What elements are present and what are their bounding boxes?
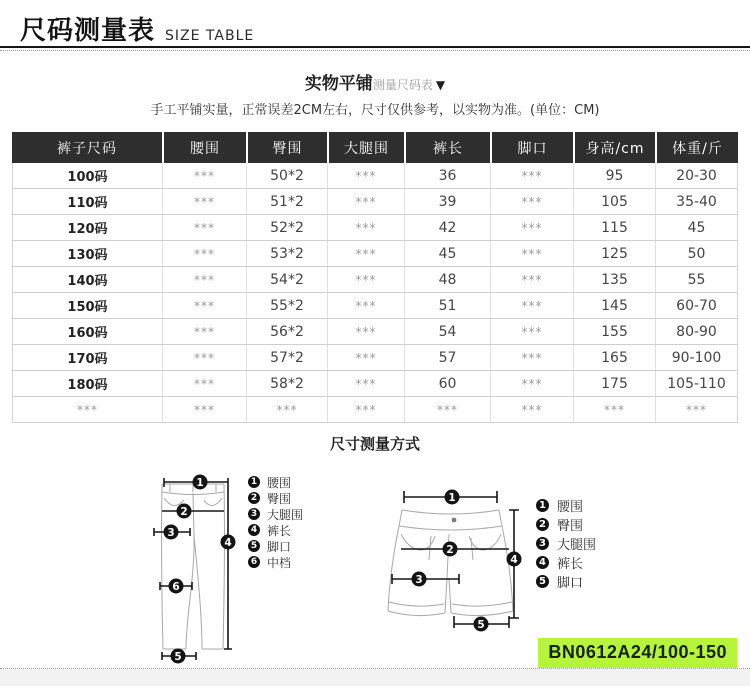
pants-legend xyxy=(248,474,303,570)
size-label-cell: 170码 xyxy=(12,345,162,371)
value-cell: 45 xyxy=(655,215,738,241)
subtitle-main: 实物平铺 xyxy=(304,74,373,94)
legend-number-icon: 5 xyxy=(536,575,549,588)
legend-label: 脚口 xyxy=(267,539,292,554)
legend-number-icon: 4 xyxy=(248,524,260,536)
value-cell: *** xyxy=(490,163,573,189)
shorts-marker-3: 3 xyxy=(415,574,423,586)
legend-number-icon: 5 xyxy=(248,540,260,552)
table-row xyxy=(12,163,738,189)
value-cell: 57*2 xyxy=(246,345,327,371)
header-dotted-rule xyxy=(0,50,750,51)
value-cell: 55*2 xyxy=(246,293,327,319)
pants-marker-6: 6 xyxy=(172,581,180,593)
table-row xyxy=(12,397,738,423)
pants-outline xyxy=(162,484,225,649)
legend-label: 大腿围 xyxy=(267,507,304,522)
value-cell: 35-40 xyxy=(655,189,738,215)
value-cell: 45 xyxy=(404,241,490,267)
subtitle-secondary: 测量尺码表 xyxy=(372,78,433,92)
size-label-cell: 120码 xyxy=(12,215,162,241)
value-cell: 20-30 xyxy=(655,163,738,189)
value-cell: *** xyxy=(490,345,573,371)
legend-number-icon: 1 xyxy=(248,476,260,488)
value-cell: *** xyxy=(162,163,246,189)
value-cell: 52*2 xyxy=(246,215,327,241)
value-cell: 50*2 xyxy=(246,163,327,189)
column-header: 臀围 xyxy=(246,132,327,163)
pants-marker-2: 2 xyxy=(180,506,188,518)
value-cell: 48 xyxy=(404,267,490,293)
value-cell: 55 xyxy=(655,267,738,293)
value-cell: 125 xyxy=(573,241,655,267)
size-label-cell: 130码 xyxy=(12,241,162,267)
value-cell: *** xyxy=(490,319,573,345)
size-label-cell: 110码 xyxy=(12,189,162,215)
legend-item xyxy=(248,490,303,506)
value-cell: *** xyxy=(490,397,573,423)
value-cell: 54 xyxy=(404,319,490,345)
measure-diagrams xyxy=(0,456,750,668)
page-title: 尺码测量表 xyxy=(20,16,156,47)
table-row xyxy=(12,215,738,241)
value-cell: *** xyxy=(246,397,327,423)
value-cell: 51 xyxy=(404,293,490,319)
value-cell: 50 xyxy=(655,241,738,267)
value-cell: *** xyxy=(490,267,573,293)
pants-marker-3: 3 xyxy=(167,527,175,539)
legend-label: 裤长 xyxy=(557,557,584,572)
value-cell: *** xyxy=(327,319,404,345)
value-cell: 165 xyxy=(573,345,655,371)
shorts-outline xyxy=(388,510,513,616)
legend-number-icon: 1 xyxy=(536,499,549,512)
legend-item xyxy=(536,496,596,515)
value-cell: *** xyxy=(162,241,246,267)
legend-label: 臀围 xyxy=(557,519,584,534)
value-cell: 58*2 xyxy=(246,371,327,397)
value-cell: *** xyxy=(162,319,246,345)
legend-item xyxy=(536,534,596,553)
value-cell: *** xyxy=(655,397,738,423)
value-cell: 105-110 xyxy=(655,371,738,397)
size-table xyxy=(12,132,738,423)
shorts-diagram xyxy=(383,460,533,635)
value-cell: 145 xyxy=(573,293,655,319)
column-header: 裤长 xyxy=(404,132,490,163)
value-cell: *** xyxy=(573,397,655,423)
size-table-header-row xyxy=(12,132,738,163)
legend-number-icon: 4 xyxy=(536,556,549,569)
table-row xyxy=(12,189,738,215)
legend-label: 裤长 xyxy=(267,523,292,538)
value-cell: 57 xyxy=(404,345,490,371)
value-cell: 175 xyxy=(573,371,655,397)
shorts-marker-4: 4 xyxy=(510,554,518,566)
pants-marker-1: 1 xyxy=(196,477,204,489)
value-cell: *** xyxy=(490,371,573,397)
legend-number-icon: 2 xyxy=(248,492,260,504)
value-cell: *** xyxy=(162,189,246,215)
legend-label: 臀围 xyxy=(267,491,292,506)
value-cell: 80-90 xyxy=(655,319,738,345)
down-triangle-icon: ▼ xyxy=(435,78,446,92)
value-cell: *** xyxy=(162,267,246,293)
value-cell: *** xyxy=(327,267,404,293)
legend-item xyxy=(248,474,303,490)
legend-number-icon: 6 xyxy=(248,556,260,568)
pants-marker-5: 5 xyxy=(174,651,182,663)
value-cell: 95 xyxy=(573,163,655,189)
shorts-markers xyxy=(412,490,522,632)
table-row xyxy=(12,267,738,293)
value-cell: *** xyxy=(327,163,404,189)
measure-section-title: 尺寸测量方式 xyxy=(329,435,420,453)
value-cell: *** xyxy=(162,397,246,423)
value-cell: 39 xyxy=(404,189,490,215)
value-cell: 115 xyxy=(573,215,655,241)
legend-label: 大腿围 xyxy=(557,538,597,553)
pants-marker-4: 4 xyxy=(224,537,232,549)
table-row xyxy=(12,371,738,397)
value-cell: 36 xyxy=(404,163,490,189)
table-row xyxy=(12,319,738,345)
size-label-cell: 140码 xyxy=(12,267,162,293)
size-label-cell: 100码 xyxy=(12,163,162,189)
value-cell: 42 xyxy=(404,215,490,241)
value-cell: 54*2 xyxy=(246,267,327,293)
legend-label: 中档 xyxy=(267,555,292,570)
value-cell: *** xyxy=(327,189,404,215)
value-cell: *** xyxy=(327,241,404,267)
legend-label: 脚口 xyxy=(557,576,584,591)
value-cell: *** xyxy=(162,215,246,241)
size-label-cell: 180码 xyxy=(12,371,162,397)
value-cell: 51*2 xyxy=(246,189,327,215)
value-cell: *** xyxy=(327,293,404,319)
value-cell: *** xyxy=(490,241,573,267)
shorts-legend xyxy=(536,496,596,591)
value-cell: 60-70 xyxy=(655,293,738,319)
page-title-english: SIZE TABLE xyxy=(165,28,255,44)
column-header: 裤子尺码 xyxy=(12,132,162,163)
value-cell: *** xyxy=(404,397,490,423)
legend-item xyxy=(248,538,303,554)
value-cell: *** xyxy=(327,397,404,423)
legend-item xyxy=(248,554,303,570)
footer-strip xyxy=(0,669,750,686)
table-row xyxy=(12,241,738,267)
size-label-cell: 160码 xyxy=(12,319,162,345)
column-header: 体重/斤 xyxy=(655,132,738,163)
pants-diagram xyxy=(140,456,250,666)
value-cell: *** xyxy=(162,371,246,397)
value-cell: 90-100 xyxy=(655,345,738,371)
table-row xyxy=(12,345,738,371)
size-label-cell: *** xyxy=(12,397,162,423)
column-header: 脚口 xyxy=(490,132,573,163)
value-cell: 155 xyxy=(573,319,655,345)
value-cell: 56*2 xyxy=(246,319,327,345)
legend-item xyxy=(536,572,596,591)
value-cell: *** xyxy=(490,189,573,215)
size-table-body xyxy=(12,163,738,423)
measurement-note: 手工平铺实量，正常误差2CM左右，尺寸仅供参考，以实物为准。(单位：CM) xyxy=(150,103,600,118)
value-cell: *** xyxy=(490,293,573,319)
column-header: 身高/cm xyxy=(573,132,655,163)
size-label-cell: 150码 xyxy=(12,293,162,319)
page-header xyxy=(0,0,750,46)
value-cell: 105 xyxy=(573,189,655,215)
legend-number-icon: 3 xyxy=(536,537,549,550)
column-header: 大腿围 xyxy=(327,132,404,163)
legend-number-icon: 3 xyxy=(248,508,260,520)
value-cell: *** xyxy=(490,215,573,241)
value-cell: 135 xyxy=(573,267,655,293)
table-subtitle xyxy=(0,69,750,94)
legend-item xyxy=(536,515,596,534)
shorts-marker-2: 2 xyxy=(446,544,454,556)
legend-number-icon: 2 xyxy=(536,518,549,531)
shorts-marker-5: 5 xyxy=(477,619,485,631)
column-header: 腰围 xyxy=(162,132,246,163)
legend-item xyxy=(248,522,303,538)
value-cell: *** xyxy=(162,345,246,371)
value-cell: *** xyxy=(327,345,404,371)
value-cell: 53*2 xyxy=(246,241,327,267)
legend-item xyxy=(248,506,303,522)
legend-label: 腰围 xyxy=(557,500,584,515)
value-cell: *** xyxy=(327,371,404,397)
value-cell: *** xyxy=(327,215,404,241)
legend-item xyxy=(536,553,596,572)
legend-label: 腰围 xyxy=(267,475,292,490)
value-cell: 60 xyxy=(404,371,490,397)
table-row xyxy=(12,293,738,319)
header-rule xyxy=(0,46,750,48)
shorts-marker-1: 1 xyxy=(448,492,456,504)
product-code-badge: BN0612A24/100-150 xyxy=(538,638,737,668)
value-cell: *** xyxy=(162,293,246,319)
